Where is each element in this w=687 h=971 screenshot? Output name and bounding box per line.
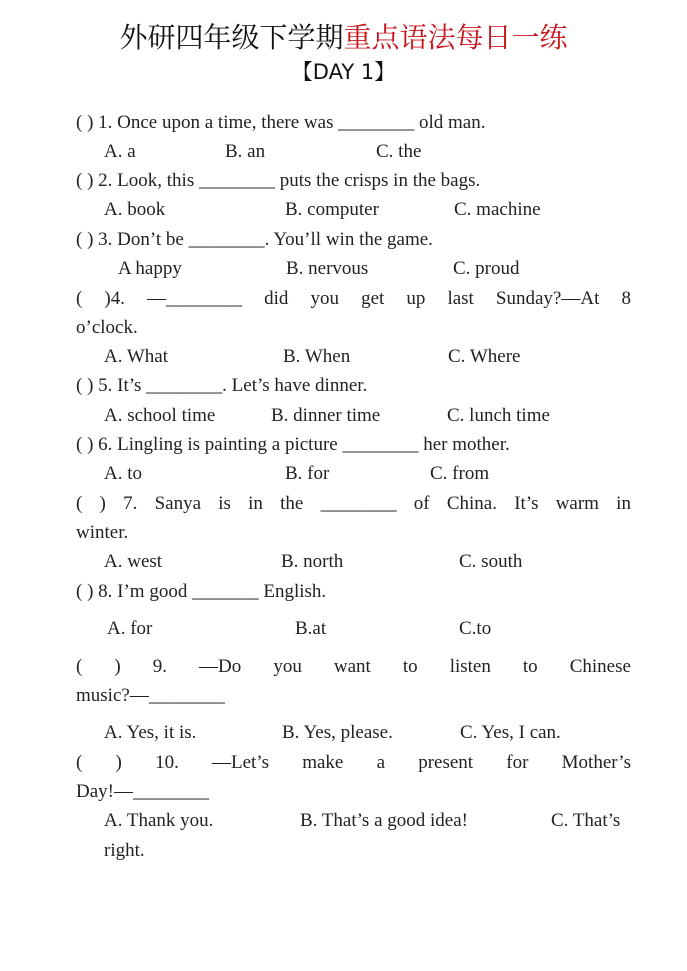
question-10-stem-continued: Day!—________ — [76, 781, 209, 802]
q10-word: for — [506, 752, 529, 773]
q7-word: is — [218, 493, 231, 514]
q9-option-b: B. Yes, please. — [282, 722, 393, 743]
question-7-stem — [76, 492, 631, 516]
q2-option-b: B. computer — [285, 199, 379, 220]
q7-word: in — [248, 493, 263, 514]
q4-word: ( — [76, 288, 83, 309]
question-5-stem: ( ) 5. It’s ________. Let’s have dinner. — [76, 375, 368, 396]
q7-word: in — [616, 493, 631, 514]
question-9-stem-continued: music?—________ — [76, 685, 225, 706]
question-10-stem — [76, 751, 631, 775]
q4-word: )4. — [104, 288, 125, 309]
question-2-stem: ( ) 2. Look, this ________ puts the crisps in the bags. — [76, 170, 481, 191]
q10-word: —Let’s — [212, 752, 270, 773]
q7-word: ________ — [320, 493, 397, 514]
q10-option-b: B. That’s a good idea! — [300, 810, 468, 831]
q7-word: warm — [555, 493, 599, 514]
q2-option-a: A. book — [104, 199, 166, 220]
q4-option-b: B. When — [283, 346, 351, 367]
q9-word: listen — [449, 656, 491, 677]
q10-word: present — [418, 752, 474, 773]
q4-word: get — [361, 288, 385, 309]
q7-option-b: B. north — [281, 551, 344, 572]
q2-option-c: C. machine — [454, 199, 541, 220]
q8-option-a: A. for — [107, 618, 153, 639]
question-4-stem — [76, 287, 631, 311]
day-label: 【DAY 1】 — [291, 60, 396, 84]
q4-word: up — [406, 288, 426, 309]
q6-option-a: A. to — [104, 463, 142, 484]
q7-word: ( — [76, 493, 83, 514]
q10-word: make — [302, 752, 344, 773]
q7-word: ) — [99, 493, 106, 514]
q9-word: you — [273, 656, 302, 677]
question-3-stem: ( ) 3. Don’t be ________. You’ll win the game. — [76, 229, 433, 250]
q10-word: ) — [115, 752, 122, 773]
question-6-stem: ( ) 6. Lingling is painting a picture ________ her mother. — [76, 434, 510, 455]
q4-word: Sunday?—At — [495, 288, 600, 309]
question-8-stem: ( ) 8. I’m good _______ English. — [76, 581, 327, 602]
q9-word: ) — [114, 656, 121, 677]
question-4-stem-continued: o’clock. — [76, 317, 138, 338]
question-9-stem — [76, 655, 631, 679]
q10-word: Mother’s — [561, 752, 631, 773]
q9-word: to — [402, 656, 418, 677]
q3-option-a: A happy — [118, 258, 182, 279]
q9-option-c: C. Yes, I can. — [460, 722, 561, 743]
q4-word: —________ — [147, 288, 243, 309]
q9-word: Chinese — [569, 656, 631, 677]
q10-word: ( — [76, 752, 83, 773]
q8-option-c: C.to — [459, 618, 492, 639]
question-7-stem-continued: winter. — [76, 522, 129, 543]
q9-word: 9. — [152, 656, 167, 677]
q5-option-a: A. school time — [104, 405, 216, 426]
q6-option-c: C. from — [430, 463, 490, 484]
q9-word: ( — [76, 656, 83, 677]
q3-option-c: C. proud — [453, 258, 520, 279]
q4-option-a: A. What — [104, 346, 169, 367]
title-red: 重点语法每日一练 — [343, 21, 568, 54]
q8-option-b: B.at — [295, 618, 327, 639]
worksheet-title — [0, 18, 687, 58]
q9-word: to — [522, 656, 538, 677]
q4-word: 8 — [621, 288, 631, 309]
question-1-stem: ( ) 1. Once upon a time, there was ________ old man. — [76, 112, 486, 133]
q7-word: the — [280, 493, 304, 514]
q7-option-c: C. south — [459, 551, 523, 572]
q7-word: of — [413, 493, 430, 514]
q4-word: you — [310, 288, 339, 309]
q1-option-c: C. the — [376, 141, 422, 162]
q5-option-c: C. lunch time — [447, 405, 550, 426]
q4-word: did — [264, 288, 289, 309]
q7-option-a: A. west — [104, 551, 163, 572]
q7-word: 7. — [123, 493, 138, 514]
q4-word: last — [447, 288, 474, 309]
q1-option-b: B. an — [225, 141, 266, 162]
q10-option-c-continued: right. — [104, 840, 145, 861]
q9-word: want — [333, 656, 371, 677]
q10-word: 10. — [155, 752, 179, 773]
title-black: 外研四年级下学期 — [119, 21, 344, 54]
q9-word: —Do — [199, 656, 242, 677]
q7-word: Sanya — [154, 493, 201, 514]
q10-word: a — [376, 752, 386, 773]
q10-option-a: A. Thank you. — [104, 810, 214, 831]
q9-option-a: A. Yes, it is. — [104, 722, 197, 743]
q10-option-c: C. That’s — [551, 810, 621, 831]
q7-word: China. — [446, 493, 497, 514]
q7-word: It’s — [514, 493, 539, 514]
q6-option-b: B. for — [285, 463, 330, 484]
q3-option-b: B. nervous — [286, 258, 369, 279]
q4-option-c: C. Where — [448, 346, 521, 367]
q5-option-b: B. dinner time — [271, 405, 381, 426]
q1-option-a: A. a — [104, 141, 136, 162]
